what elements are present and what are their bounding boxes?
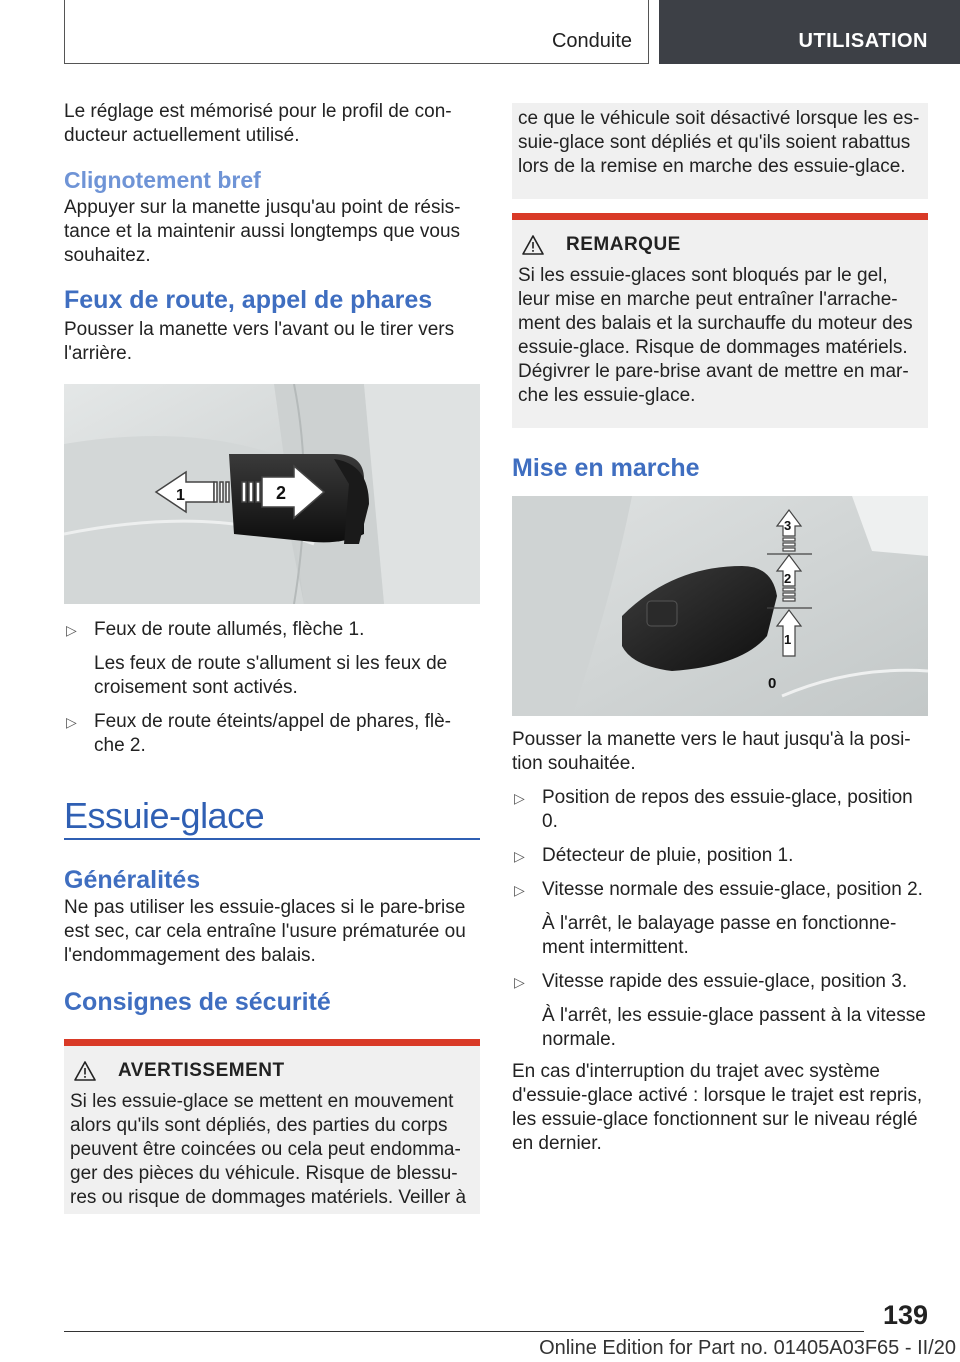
high-beam-text: Pousser la manette vers l'avant ou le tirer vers l'arrière. [64,319,455,364]
high-beam-figure [64,384,480,604]
footer-rule [64,1331,864,1332]
warning-text: Si les essuie-glace se mettent en mouvement alors qu'ils sont dépliés, des parties du corps peuvent être coincées ou cela peut endomma-ger des pièces du véhicule. Risque de blessu-res ou risque de dommages matériels. Veiller à [70,1091,467,1208]
triangle-bullet-icon: ▷ [66,714,77,730]
note-box [512,213,928,428]
high-beam-heading: Feux de route, appel de phares [64,286,433,314]
note-text: Si les essuie-glaces sont bloqués par le gel, leur mise en marche peut entraîner l'arrache-ment des balais et la surchauffe du moteur des essuie-glace. Risque de dommages matériels. Dégivrer le pare-brise avant de mettre en mar-che les essuie-glace. [518,265,913,406]
header-section-box [64,0,649,64]
list-item: ▷ Vitesse normale des essuie-glace, position 2. À l'arrêt, le balayage passe en fonctionne-ment intermittent. [514,879,923,958]
warning-triangle-icon [74,1061,96,1081]
header-chapter-box [659,0,960,64]
arrow-2-label: 2 [276,483,287,503]
arrow-1-label: 1 [176,487,185,504]
list-item: ▷ Feux de route éteints/appel de phares, flè-che 2. [66,711,452,756]
wiper-heading: Essuie-glace [64,795,265,836]
short-flash-text: Appuyer sur la manette jusqu'au point de résis-tance et la maintenir aussi longtemps que vous souhaitez. [64,197,461,266]
general-text: Ne pas utiliser les essuie-glaces si le pare-brise est sec, car cela entraîne l'usure prématurée ou l'endommagement des balais. [64,897,466,966]
warning-triangle-icon [522,235,544,255]
warning-box [64,1039,480,1214]
short-flash-heading: Clignotement bref [64,167,261,193]
footer-edition: Online Edition for Part no. 01405A03F65 - II/20 [539,1337,956,1359]
header-section-title: Conduite [551,30,632,52]
general-heading: Généralités [64,866,201,894]
note-bar [512,213,928,220]
position-3-label: 3 [784,518,792,533]
wiper-positions-list [512,786,928,1052]
position-2-label: 2 [784,571,792,586]
switch-on-heading: Mise en marche [512,454,700,482]
triangle-bullet-icon: ▷ [514,848,525,864]
header-chapter-title: UTILISATION [798,30,928,52]
triangle-bullet-icon: ▷ [66,622,77,638]
triangle-bullet-icon: ▷ [514,882,525,898]
warning-continued: ce que le véhicule soit désactivé lorsque les es-suie-glace sont dépliés et qu'ils soient rabattus lors de la remise en marche des essuie-glace. [512,103,928,199]
switch-on-text: Pousser la manette vers le haut jusqu'à la posi-tion souhaitée. [512,729,911,774]
triangle-bullet-icon: ▷ [514,790,525,806]
intro-text: Le réglage est mémorisé pour le profil de con-ducteur actuellement utilisé. [64,101,452,146]
wiper-figure [512,496,928,716]
page-number: 139 [882,1300,928,1330]
interrupt-text: En cas d'interruption du trajet avec système d'essuie-glace activé : lorsque le trajet est repris, les essuie-glace fonctionnent sur le niveau réglé en dernier. [512,1061,923,1154]
list-item: ▷ Position de repos des essuie-glace, position 0. [514,787,913,832]
safety-heading: Consignes de sécurité [64,988,331,1016]
list-item: ▷ Détecteur de pluie, position 1. [514,845,794,866]
left-column [64,100,480,1214]
list-item: ▷ Vitesse rapide des essuie-glace, position 3. À l'arrêt, les essuie-glace passent à la vitesse normale. [514,971,926,1050]
position-1-label: 1 [784,632,792,647]
right-column [512,103,928,1156]
triangle-bullet-icon: ▷ [514,974,525,990]
list-item: ▷ Feux de route allumés, flèche 1. Les feux de route s'allument si les feux de croisement sont activés. [66,619,448,698]
warning-bar [64,1039,480,1046]
high-beam-list [64,618,480,758]
warning-title: AVERTISSEMENT [118,1060,285,1081]
heading-rule [64,838,480,840]
position-0-label: 0 [768,675,777,692]
note-title: REMARQUE [566,234,681,255]
